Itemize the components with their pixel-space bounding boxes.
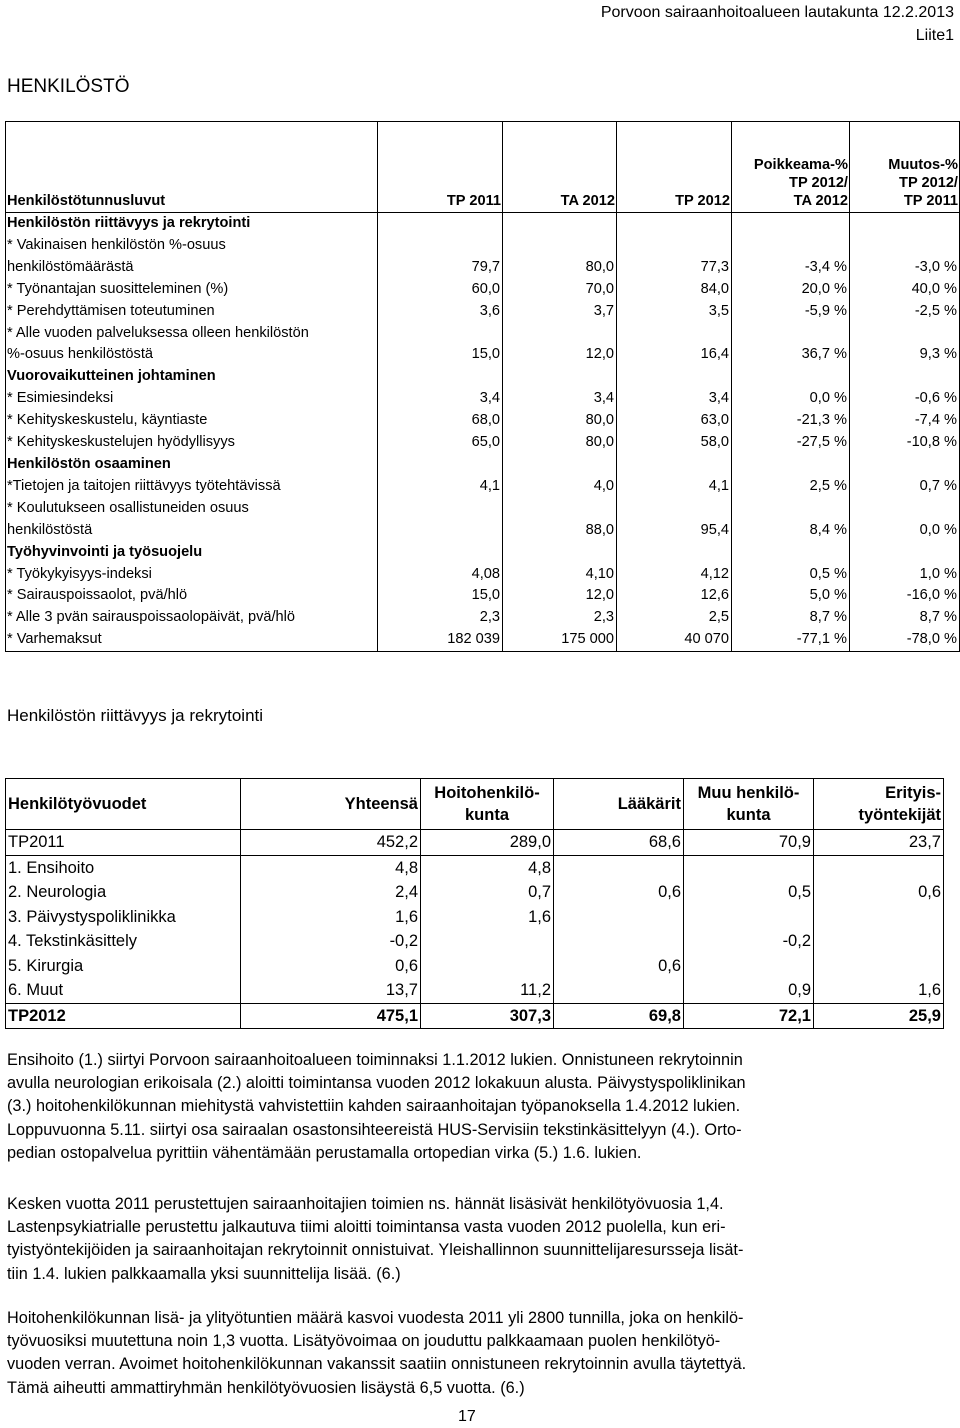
table-cell: 452,2: [241, 830, 421, 856]
table-cell: 70,9: [684, 830, 814, 856]
table-cell: -78,0 %: [850, 629, 960, 651]
table-cell: 8,7 %: [850, 607, 960, 629]
column-header: Muutos-% TP 2012/ TP 2011: [850, 122, 960, 213]
row-label: * Varhemaksut: [6, 629, 378, 651]
table-cell: 36,7 %: [732, 344, 850, 366]
column-header: TP 2011: [378, 122, 503, 213]
table-row: [6, 410, 960, 432]
table-cell: [850, 454, 960, 476]
table-cell: 0,5: [684, 880, 814, 905]
table-cell: [850, 235, 960, 257]
table-cell: [554, 855, 684, 880]
table-cell: [554, 929, 684, 954]
table-cell: 4,12: [617, 564, 732, 586]
paragraph-line: Tämä aiheutti ammattiryhmän henkilötyövuosien lisäystä 6,5 vuotta. (6.): [7, 1378, 525, 1397]
table-cell: 23,7: [814, 830, 944, 856]
table-row: [6, 830, 944, 856]
table-header-row: [6, 779, 944, 830]
row-label: TP2012: [6, 1003, 241, 1029]
table-cell: 72,1: [684, 1003, 814, 1029]
table-cell: 307,3: [421, 1003, 554, 1029]
table-row: [6, 607, 960, 629]
table-cell: 0,9: [684, 978, 814, 1003]
paragraph-line: Hoitohenkilökunnan lisä- ja ylityötuntien määrä kasvoi vuodesta 2011 yli 2800 tunnilla, joka on henkilö-: [7, 1309, 744, 1327]
table-cell: [684, 905, 814, 930]
table-cell: [814, 905, 944, 930]
paragraph: [7, 1307, 947, 1400]
paragraph-line: tiin 1.4. lukien palkkaamalla yksi suunnittelija lisää. (6.): [7, 1264, 401, 1283]
table-cell: 2,4: [241, 880, 421, 905]
table-cell: 25,9: [814, 1003, 944, 1029]
table-cell: 175 000: [503, 629, 617, 651]
table-cell: 8,4 %: [732, 520, 850, 542]
table-cell: 79,7: [378, 257, 503, 279]
table-cell: [378, 454, 503, 476]
table-cell: 1,6: [814, 978, 944, 1003]
table-cell: 68,6: [554, 830, 684, 856]
paragraph-line: Ensihoito (1.) siirtyi Porvoon sairaanhoitoalueen toiminnaksi 1.1.2012 lukien. Onnistuneen rekrytoinnin: [7, 1051, 743, 1069]
table-cell: -21,3 %: [732, 410, 850, 432]
table-row: [6, 476, 960, 498]
table-cell: [732, 213, 850, 235]
page-number: 17: [458, 1408, 476, 1425]
table-cell: [850, 542, 960, 564]
table-cell: 0,6: [554, 880, 684, 905]
row-label: * Alle vuoden palveluksessa olleen henkilöstön: [6, 323, 378, 345]
row-label: * Työnantajan suositteleminen (%): [6, 279, 378, 301]
row-label: henkilöstömäärästä: [6, 257, 378, 279]
table-cell: 0,6: [241, 954, 421, 979]
table-cell: 0,7: [421, 880, 554, 905]
row-label: * Perehdyttämisen toteutuminen: [6, 301, 378, 323]
table-cell: [421, 929, 554, 954]
table-cell: 182 039: [378, 629, 503, 651]
table-cell: [421, 954, 554, 979]
table-cell: 0,6: [554, 954, 684, 979]
table-cell: 0,7 %: [850, 476, 960, 498]
paragraph: [7, 1193, 947, 1286]
row-label: * Kehityskeskustelu, käyntiaste: [6, 410, 378, 432]
table-row: [6, 1003, 944, 1029]
table-cell: 4,8: [421, 855, 554, 880]
table-cell: 2,3: [378, 607, 503, 629]
table-cell: 60,0: [378, 279, 503, 301]
table-cell: 4,10: [503, 564, 617, 586]
table-cell: -7,4 %: [850, 410, 960, 432]
row-label: 6. Muut: [6, 978, 241, 1003]
table-cell: 12,0: [503, 344, 617, 366]
table-cell: [732, 366, 850, 388]
row-label: henkilöstöstä: [6, 520, 378, 542]
row-label: Henkilöstön riittävyys ja rekrytointi: [6, 213, 378, 235]
table-cell: -3,4 %: [732, 257, 850, 279]
table-cell: -0,6 %: [850, 388, 960, 410]
column-header: TP 2012: [617, 122, 732, 213]
table-row: [6, 301, 960, 323]
table-cell: 3,7: [503, 301, 617, 323]
table-cell: [850, 498, 960, 520]
table-row: [6, 388, 960, 410]
table-cell: 80,0: [503, 432, 617, 454]
table-cell: [814, 929, 944, 954]
table-cell: 3,6: [378, 301, 503, 323]
table-cell: [617, 498, 732, 520]
table-cell: 15,0: [378, 344, 503, 366]
table-cell: -77,1 %: [732, 629, 850, 651]
table-cell: [617, 542, 732, 564]
table-cell: -10,8 %: [850, 432, 960, 454]
column-header: Henkilötyövuodet: [6, 779, 241, 830]
table-cell: 69,8: [554, 1003, 684, 1029]
paragraph-line: vuoden verran. Avoimet hoitohenkilökunnan vakanssit saatiin onnistuneen rekrytoinnin avulla täytettyä.: [7, 1355, 747, 1374]
page-title: HENKILÖSTÖ: [7, 76, 130, 97]
table-cell: -27,5 %: [732, 432, 850, 454]
row-label: 3. Päivystyspoliklinikka: [6, 905, 241, 930]
table-cell: [617, 366, 732, 388]
table-cell: 1,6: [241, 905, 421, 930]
row-label: 2. Neurologia: [6, 880, 241, 905]
table-row: [6, 542, 960, 564]
table-cell: [814, 954, 944, 979]
table-cell: [617, 323, 732, 345]
table-cell: 13,7: [241, 978, 421, 1003]
table-cell: 40 070: [617, 629, 732, 651]
table-cell: [850, 323, 960, 345]
table-cell: 9,3 %: [850, 344, 960, 366]
table-cell: 15,0: [378, 585, 503, 607]
row-label: * Alle 3 pvän sairauspoissaolopäivät, pvä/hlö: [6, 607, 378, 629]
table-cell: 20,0 %: [732, 279, 850, 301]
table-row: [6, 978, 944, 1003]
row-label: * Työkykyisyys-indeksi: [6, 564, 378, 586]
row-label: * Vakinaisen henkilöstön %-osuus: [6, 235, 378, 257]
table-cell: 68,0: [378, 410, 503, 432]
table-cell: [503, 542, 617, 564]
table-row: [6, 629, 960, 651]
table-header-row: [6, 122, 960, 213]
column-header: TA 2012: [503, 122, 617, 213]
table-cell: 95,4: [617, 520, 732, 542]
table-cell: 40,0 %: [850, 279, 960, 301]
table-cell: 4,8: [241, 855, 421, 880]
table-cell: [503, 213, 617, 235]
table-cell: [732, 454, 850, 476]
column-header: Poikkeama-% TP 2012/ TA 2012: [732, 122, 850, 213]
table-cell: [732, 323, 850, 345]
paragraph-line: pedian ostopalvelua pyrittiin vähentämään perustamalla ortopedian virka (5.) 1.6. lukien.: [7, 1143, 642, 1162]
table-cell: [732, 542, 850, 564]
column-header: Hoitohenkilö- kunta: [421, 779, 554, 830]
table-cell: [850, 213, 960, 235]
table-cell: -2,5 %: [850, 301, 960, 323]
table-cell: 289,0: [421, 830, 554, 856]
table-cell: [503, 323, 617, 345]
paragraph-line: Kesken vuotta 2011 perustettujen sairaanhoitajien toimien ns. hännät lisäsivät henkilötyövuosia 1,4.: [7, 1195, 724, 1213]
row-label: * Kehityskeskustelujen hyödyllisyys: [6, 432, 378, 454]
table-cell: [617, 454, 732, 476]
table-row: [6, 366, 960, 388]
row-label: 4. Tekstinkäsittely: [6, 929, 241, 954]
table-cell: [503, 235, 617, 257]
row-label: *Tietojen ja taitojen riittävyys työtehtävissä: [6, 476, 378, 498]
table-row: [6, 257, 960, 279]
table-row: [6, 213, 960, 235]
table-cell: 0,5 %: [732, 564, 850, 586]
row-label: 5. Kirurgia: [6, 954, 241, 979]
row-label: %-osuus henkilöstöstä: [6, 344, 378, 366]
table-row: [6, 929, 944, 954]
table-cell: [554, 978, 684, 1003]
table-cell: 3,4: [378, 388, 503, 410]
row-label: Työhyvinvointi ja työsuojelu: [6, 542, 378, 564]
paragraph-line: Lastenpsykiatrialle perustettu jalkautuva tiimi aloitti toimintansa vasta vuoden 2012 puolella, kun eri-: [7, 1218, 726, 1237]
table-cell: 4,0: [503, 476, 617, 498]
table-cell: -16,0 %: [850, 585, 960, 607]
table-cell: 4,08: [378, 564, 503, 586]
paragraph-line: avulla neurologian erikoisala (2.) aloitti toimintansa vuoden 2012 lokakuun alusta. Päivystyspoliklinikan: [7, 1074, 746, 1093]
table-cell: 3,5: [617, 301, 732, 323]
table-cell: 3,4: [503, 388, 617, 410]
table-cell: 88,0: [503, 520, 617, 542]
table-cell: 2,3: [503, 607, 617, 629]
table-cell: 0,6: [814, 880, 944, 905]
table-cell: 8,7 %: [732, 607, 850, 629]
table-cell: 58,0: [617, 432, 732, 454]
table-cell: 80,0: [503, 257, 617, 279]
table-cell: 12,0: [503, 585, 617, 607]
table-cell: 475,1: [241, 1003, 421, 1029]
table-cell: 2,5: [617, 607, 732, 629]
row-label: * Sairauspoissaolot, pvä/hlö: [6, 585, 378, 607]
table-cell: [850, 366, 960, 388]
paragraph-line: (3.) hoitohenkilökunnan miehitystä vahvistettiin kahden sairaanhoitajan työpanoksella 1.4.2012 lukien.: [7, 1097, 741, 1116]
table-cell: [378, 542, 503, 564]
header-attachment: Liite1: [915, 27, 954, 44]
section-title: Henkilöstön riittävyys ja rekrytointi: [7, 706, 264, 725]
column-header: Lääkärit: [554, 779, 684, 830]
table-cell: 65,0: [378, 432, 503, 454]
table-cell: [684, 954, 814, 979]
table-row: [6, 855, 944, 880]
paragraph-line: tyistyöntekijöiden ja sairaanhoitajan rekrytoinnit onnistuivat. Yleishallinnon suunnittelijaresursseja lisät-: [7, 1241, 744, 1260]
table-cell: -5,9 %: [732, 301, 850, 323]
table-row: [6, 520, 960, 542]
table-row: [6, 498, 960, 520]
table-cell: 5,0 %: [732, 585, 850, 607]
table-row: [6, 880, 944, 905]
table-cell: 4,1: [617, 476, 732, 498]
table-cell: [378, 213, 503, 235]
table-cell: [732, 498, 850, 520]
table-cell: -3,0 %: [850, 257, 960, 279]
table-cell: 80,0: [503, 410, 617, 432]
row-label: TP2011: [6, 830, 241, 856]
table-row: [6, 905, 944, 930]
table-cell: [617, 213, 732, 235]
table-cell: -0,2: [241, 929, 421, 954]
table-cell: 3,4: [617, 388, 732, 410]
table-cell: [814, 855, 944, 880]
column-header: Muu henkilö- kunta: [684, 779, 814, 830]
table-cell: 2,5 %: [732, 476, 850, 498]
table-cell: 0,0 %: [850, 520, 960, 542]
table-cell: 11,2: [421, 978, 554, 1003]
table-cell: [378, 520, 503, 542]
table-cell: 70,0: [503, 279, 617, 301]
paragraph-line: työvuosiksi muutettuna noin 1,3 vuotta. Lisätyövoimaa on jouduttu palkkaamaan puolen henkilötyö-: [7, 1332, 721, 1351]
paragraph-line: Loppuvuonna 5.11. siirtyi osa sairaalan osastonsihteereistä HUS-Servisiin tekstinkäsittelyyn (4.). Orto-: [7, 1120, 742, 1139]
table-row: [6, 279, 960, 301]
table-cell: [503, 366, 617, 388]
table-cell: 1,6: [421, 905, 554, 930]
column-header: Erityis- työntekijät: [814, 779, 944, 830]
table-cell: [378, 498, 503, 520]
table-cell: [378, 366, 503, 388]
table-cell: [378, 323, 503, 345]
table-cell: 12,6: [617, 585, 732, 607]
row-label: * Koulutukseen osallistuneiden osuus: [6, 498, 378, 520]
column-header: Yhteensä: [241, 779, 421, 830]
table-row: [6, 564, 960, 586]
table-row: [6, 454, 960, 476]
row-label: * Esimiesindeksi: [6, 388, 378, 410]
table-row: [6, 235, 960, 257]
row-label: 1. Ensihoito: [6, 855, 241, 880]
row-label: Vuorovaikutteinen johtaminen: [6, 366, 378, 388]
table-cell: 84,0: [617, 279, 732, 301]
table-cell: [554, 905, 684, 930]
table-row: [6, 323, 960, 345]
paragraph: [7, 1049, 947, 1165]
table-cell: [503, 498, 617, 520]
table-cell: [732, 235, 850, 257]
person-years-table: [5, 778, 944, 1029]
table-cell: [378, 235, 503, 257]
table-row: [6, 432, 960, 454]
table-cell: [503, 454, 617, 476]
table-row: [6, 585, 960, 607]
table-cell: 77,3: [617, 257, 732, 279]
header-title: Porvoon sairaanhoitoalueen lautakunta 12.2.2013: [600, 4, 954, 21]
table-cell: 16,4: [617, 344, 732, 366]
table-cell: 4,1: [378, 476, 503, 498]
personnel-indicators-table: [5, 121, 960, 652]
table-cell: 0,0 %: [732, 388, 850, 410]
table-cell: -0,2: [684, 929, 814, 954]
table-cell: [617, 235, 732, 257]
table-row: [6, 954, 944, 979]
table-row: [6, 344, 960, 366]
table-cell: 63,0: [617, 410, 732, 432]
table-cell: [684, 855, 814, 880]
column-header: Henkilöstötunnusluvut: [6, 122, 378, 213]
row-label: Henkilöstön osaaminen: [6, 454, 378, 476]
table-cell: 1,0 %: [850, 564, 960, 586]
